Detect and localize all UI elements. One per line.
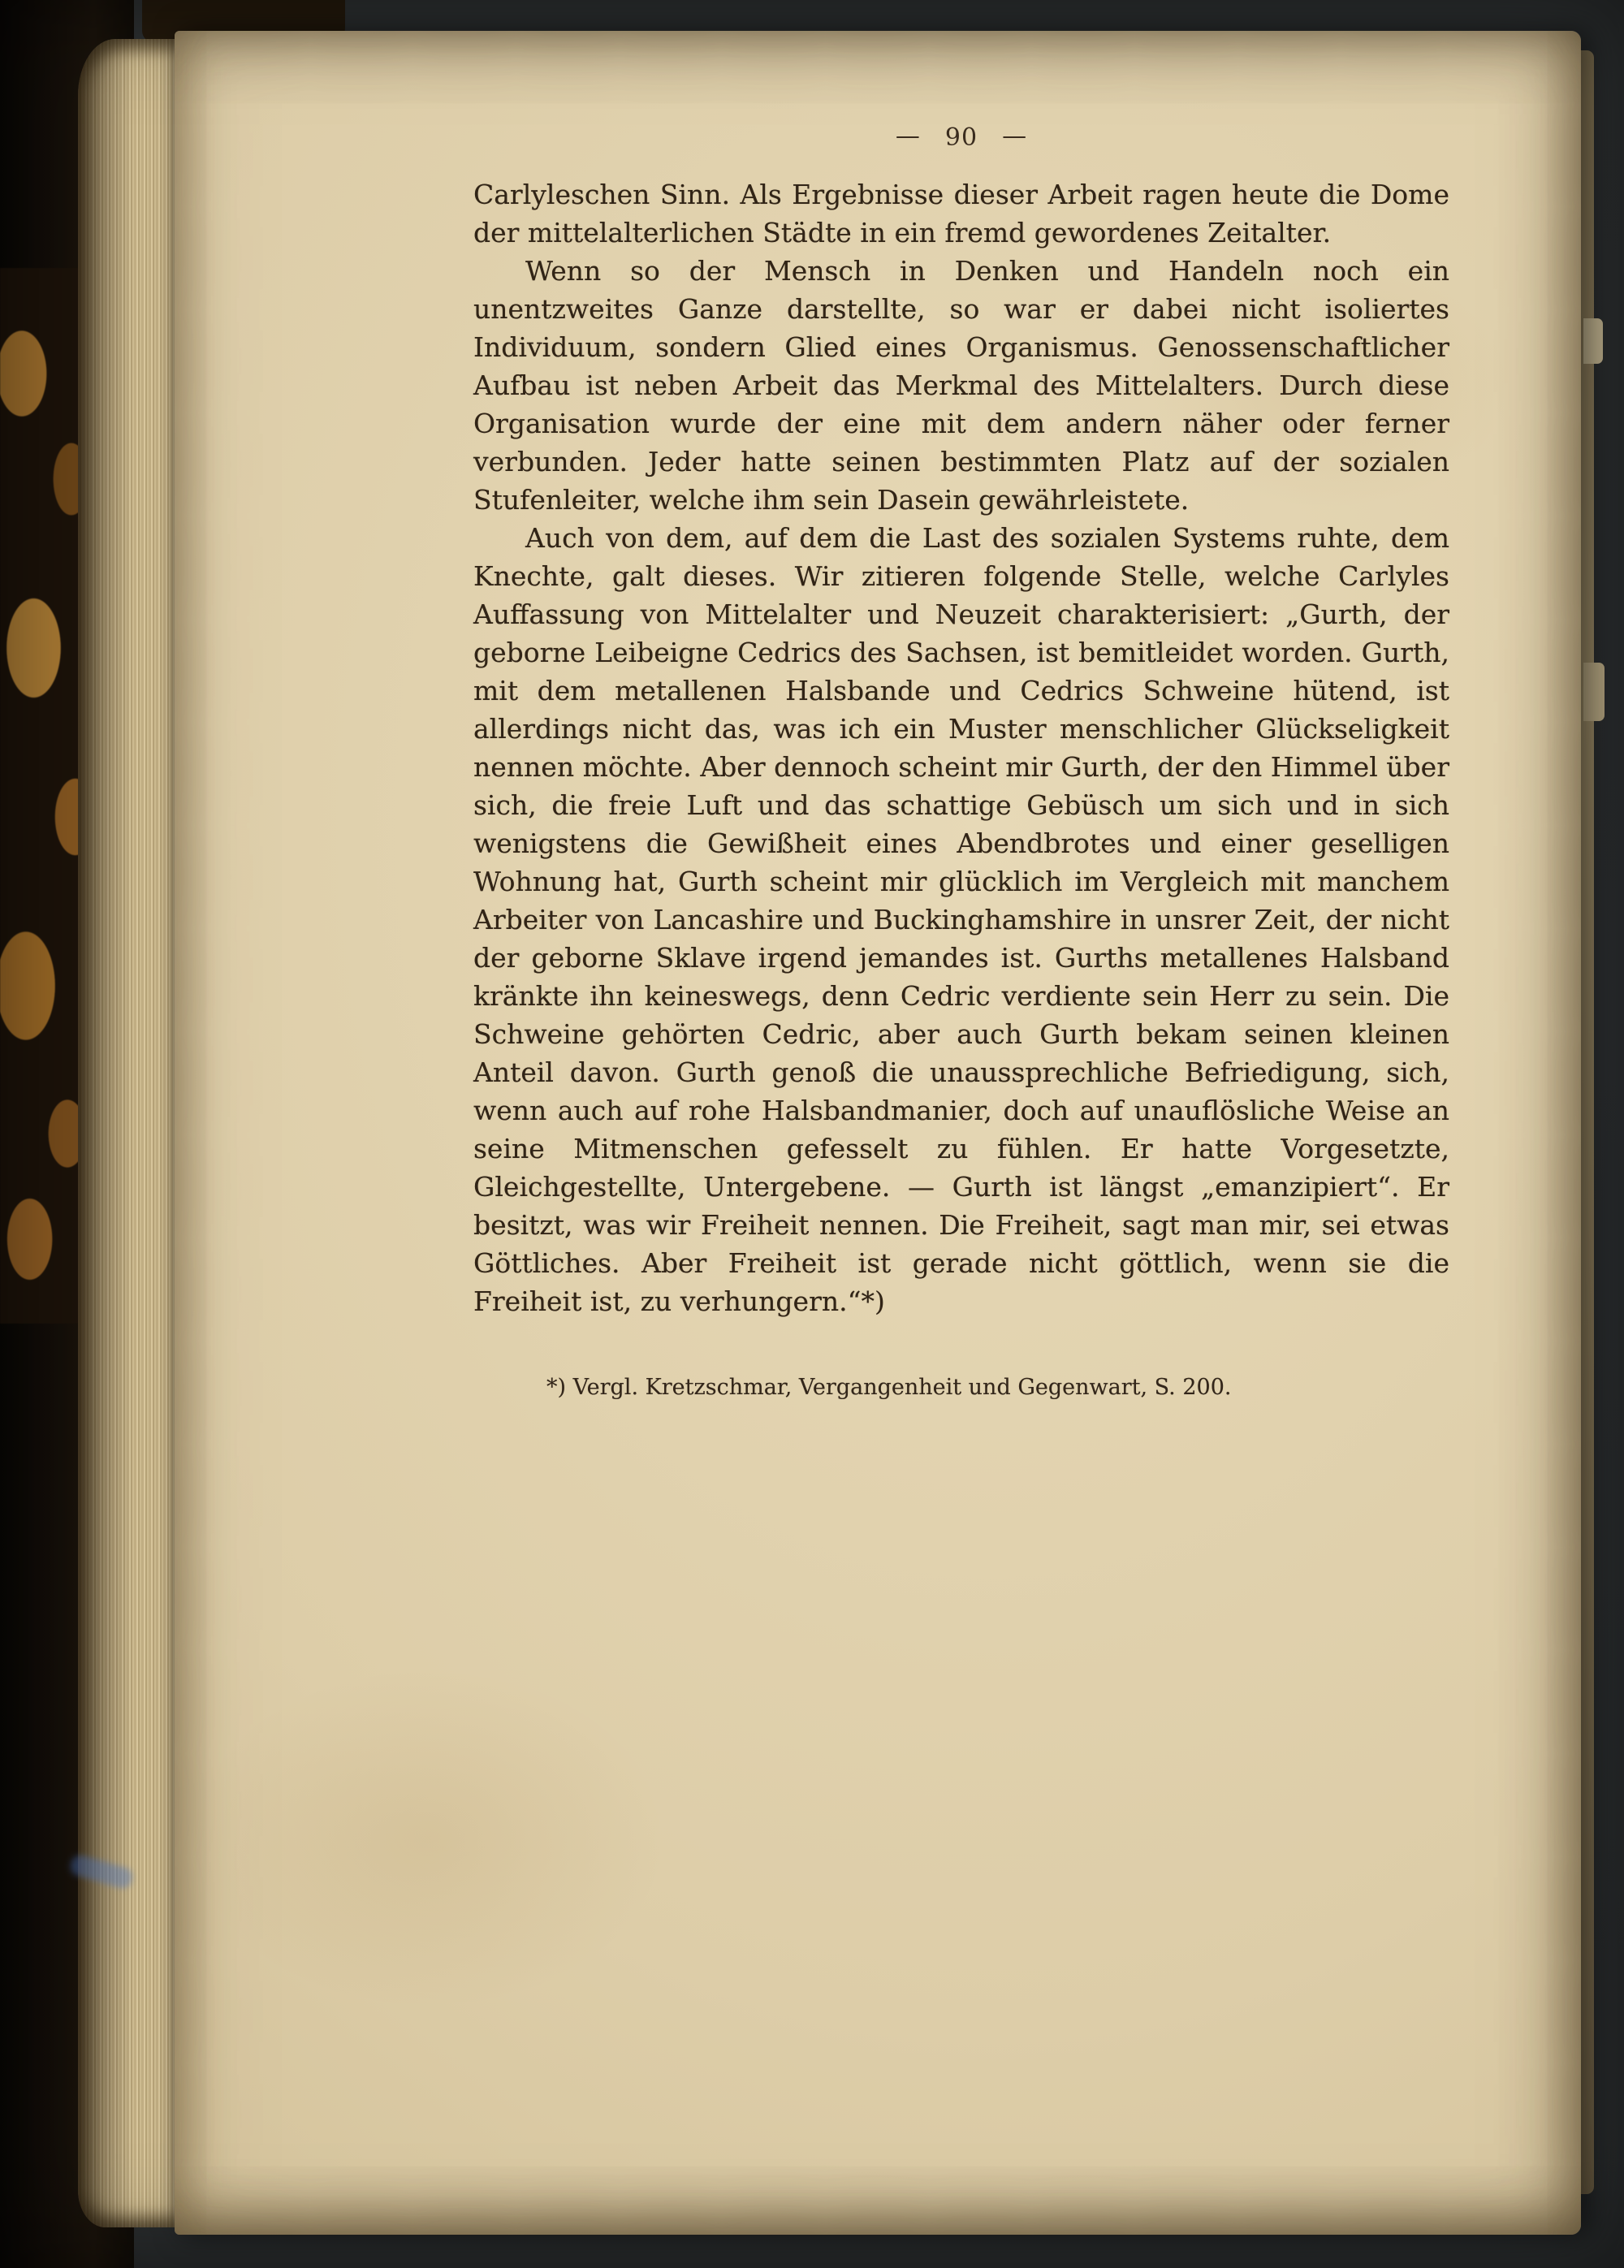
text-block [473,122,1449,1403]
underlying-page-edge [1580,50,1594,2194]
page-number: 90 [944,123,978,152]
paragraph-organism: Wenn so der Mensch in Denken und Handeln noch ein unentzweites Ganze darstellte, so war er dabei nicht isoliertes Individuum, sondern Glied eines Organismus. Genossenschaftlicher Aufbau ist neben Arbeit das Merkmal des Mittelalters. Durch diese Organisation wurde der eine mit dem andern näher oder ferner verbunden. Jeder hatte seinen bestimmten Platz auf der sozialen Stufenleiter, welche ihm sein Dasein gewährleistete. [473,255,1449,516]
page-edges-stack [78,39,179,2227]
book-page [175,31,1581,2235]
header-left-dash: — [895,122,921,150]
paragraph-gurth-quote: Auch von dem, auf dem die Last des sozialen Systems ruhte, dem Knechte, galt dieses. Wir zitieren folgende Stelle, welche Carlyles Auffassung von Mittelalter und Neuzeit charakterisiert: „Gurth, der geborne Leibeigne Cedrics des Sachsen, ist bemitleidet worden. Gurth, mit dem metallenen Halsbande und Cedrics Schweine hütend, ist allerdings nicht das, was ich ein Muster menschlicher Glückseligkeit nennen möchte. Aber dennoch scheint mir Gurth, der den Himmel über sich, die freie Luft und das schattige Gebüsch um sich und in sich wenigstens die Gewißheit eines Abendbrotes und einer geselligen Wohnung hat, Gurth scheint mir glücklich im Vergleich mit manchem Arbeiter von Lancashire und Buckinghamshire in unsrer Zeit, der nicht der geborne Sklave irgend jemandes ist. Gurths metallenes Halsband kränkte ihn keineswegs, denn Cedric verdiente sein Herr zu sein. Die Schweine gehörten Cedric, aber auch Gurth bekam seinen kleinen Anteil davon. Gurth genoß die unaussprechliche Befriedigung, sich, wenn auch auf rohe Halsbandmanier, doch auf unauflösliche Weise an seine Mitmenschen gefesselt zu fühlen. Er hatte Vorgesetzte, Gleichgestellte, Untergebene. — Gurth ist längst „emanzipiert“. Er besitzt, was wir Freiheit nennen. Die Freiheit, sagt man mir, sei etwas Göttliches. Aber Freiheit ist gerade nicht göttlich, wenn sie die Freiheit ist, zu verhungern.“*) [473,522,1449,1317]
body-text [473,175,1449,1320]
page-sliver-lower [1583,663,1605,721]
paragraph-continuation: Carlyleschen Sinn. Als Ergebnisse dieser Arbeit ragen heute die Dome der mittelalterlichen Städte in ein fremd gewordenes Zeitalter. [473,179,1449,248]
page-sliver-upper [1583,318,1603,364]
header-right-dash: — [1002,122,1028,150]
footnote: *) Vergl. Kretzschmar, Vergangenheit und Gegenwart, S. 200. [546,1375,1232,1400]
page-header [473,122,1449,154]
